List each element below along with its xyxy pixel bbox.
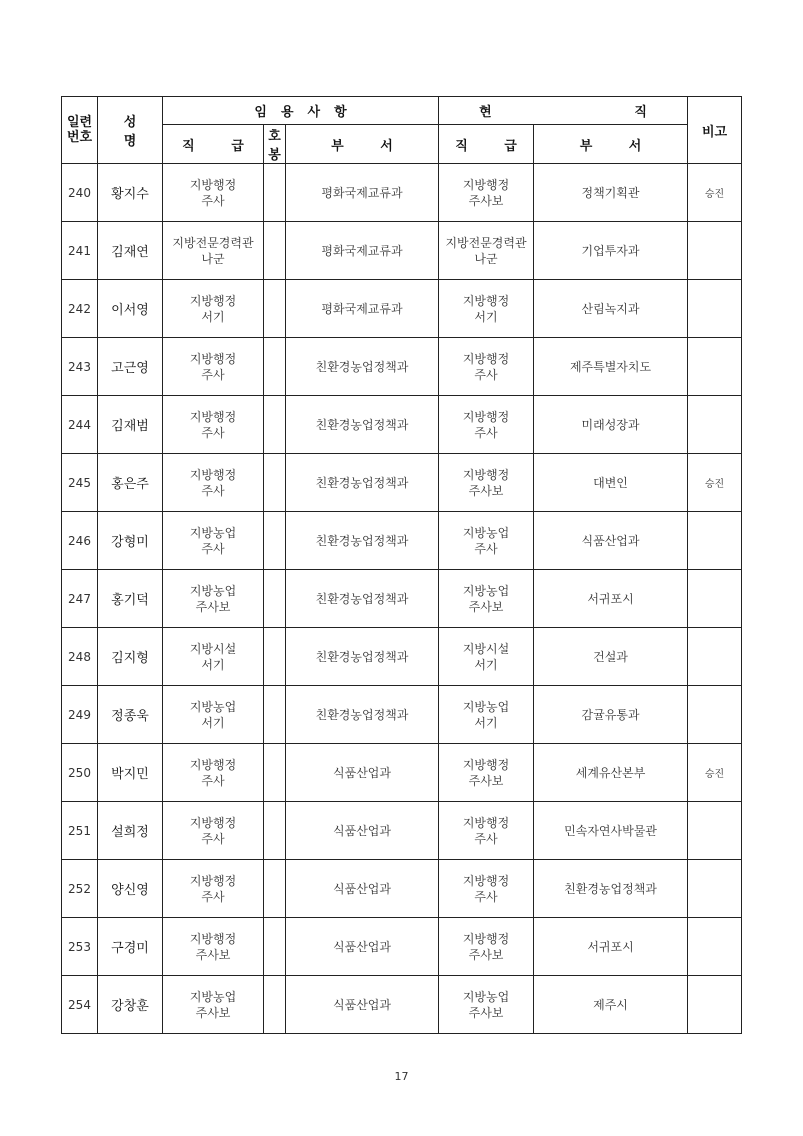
grade-cell-line1: 지방행정 — [189, 815, 237, 830]
step-cell — [264, 222, 286, 280]
name-cell: 구경미 — [98, 918, 163, 976]
grade-cell — [163, 164, 264, 222]
name-cell: 김재연 — [98, 222, 163, 280]
serial-header-line2: 번호 — [66, 130, 93, 145]
name-cell: 양신영 — [98, 860, 163, 918]
grade-cell-line1: 지방행정 — [189, 293, 237, 308]
grade-cell-line1: 지방행정 — [189, 467, 237, 482]
remarks-cell: 승진 — [688, 454, 742, 512]
remarks-cell — [688, 570, 742, 628]
current-grade-cell — [439, 396, 534, 454]
dept-cell: 식품산업과 — [286, 976, 439, 1034]
dept-cell: 식품산업과 — [286, 860, 439, 918]
table-row — [62, 802, 742, 860]
grade-cell — [163, 686, 264, 744]
grade-cell-line1: 지방행정 — [189, 351, 237, 366]
current-grade-cell-line1: 지방행정 — [462, 931, 510, 946]
remarks-cell — [688, 918, 742, 976]
dept-cell: 친환경농업정책과 — [286, 628, 439, 686]
step-cell — [264, 686, 286, 744]
grade-cell — [163, 512, 264, 570]
name-cell: 강형미 — [98, 512, 163, 570]
table-row — [62, 338, 742, 396]
dept-cell: 식품산업과 — [286, 744, 439, 802]
remarks-cell — [688, 976, 742, 1034]
grade-cell-line2: 주사 — [201, 483, 225, 498]
grade-cell-line2: 주사 — [201, 193, 225, 208]
dept-cell: 식품산업과 — [286, 802, 439, 860]
current-grade-cell-line2: 서기 — [474, 309, 498, 324]
dept-cell: 친환경농업정책과 — [286, 454, 439, 512]
step-cell — [264, 164, 286, 222]
table-row — [62, 280, 742, 338]
name-header: 성 명 — [98, 97, 163, 164]
grade-cell-line1: 지방행정 — [189, 757, 237, 772]
table-row — [62, 454, 742, 512]
current-dept-cell: 친환경농업정책과 — [534, 860, 688, 918]
current-dept-cell: 서귀포시 — [534, 570, 688, 628]
current-grade-cell-line2: 주사 — [474, 831, 498, 846]
remarks-cell: 승진 — [688, 744, 742, 802]
dept-cell: 친환경농업정책과 — [286, 570, 439, 628]
table-row — [62, 976, 742, 1034]
serial-cell: 242 — [62, 280, 98, 338]
name-cell: 정종욱 — [98, 686, 163, 744]
name-cell: 김지형 — [98, 628, 163, 686]
grade-cell-line1: 지방농업 — [189, 989, 237, 1004]
current-dept-cell: 제주시 — [534, 976, 688, 1034]
dept-cell: 평화국제교류과 — [286, 164, 439, 222]
grade-cell — [163, 918, 264, 976]
grade-cell — [163, 570, 264, 628]
current-dept-cell: 감귤유통과 — [534, 686, 688, 744]
step-cell — [264, 628, 286, 686]
serial-header — [62, 97, 98, 164]
serial-header-line1: 일련 — [66, 115, 93, 130]
current-dept-cell: 제주특별자치도 — [534, 338, 688, 396]
grade-cell — [163, 628, 264, 686]
current-dept-cell: 민속자연사박물관 — [534, 802, 688, 860]
name-cell: 황지수 — [98, 164, 163, 222]
step-cell — [264, 338, 286, 396]
serial-cell: 254 — [62, 976, 98, 1034]
current-grade-cell-line1: 지방행정 — [462, 873, 510, 888]
current-grade-cell-line2: 주사보 — [468, 193, 504, 208]
grade-cell-line2: 나군 — [201, 251, 225, 266]
current-dept-header: 부 서 — [534, 125, 688, 164]
current-grade-cell-line2: 주사 — [474, 541, 498, 556]
remarks-cell — [688, 628, 742, 686]
current-dept-cell: 식품산업과 — [534, 512, 688, 570]
grade-header: 직 급 — [163, 125, 264, 164]
table-row — [62, 744, 742, 802]
remarks-cell — [688, 512, 742, 570]
step-header: 호봉 — [264, 125, 286, 164]
current-dept-cell: 정책기획관 — [534, 164, 688, 222]
step-cell — [264, 454, 286, 512]
step-cell — [264, 918, 286, 976]
current-grade-cell-line1: 지방농업 — [462, 583, 510, 598]
current-grade-cell — [439, 338, 534, 396]
grade-cell-line1: 지방농업 — [189, 699, 237, 714]
name-cell: 김재범 — [98, 396, 163, 454]
current-grade-cell-line2: 서기 — [474, 657, 498, 672]
serial-cell: 250 — [62, 744, 98, 802]
dept-cell: 친환경농업정책과 — [286, 338, 439, 396]
dept-cell: 친환경농업정책과 — [286, 512, 439, 570]
current-grade-cell-line1: 지방행정 — [462, 409, 510, 424]
name-cell: 강창훈 — [98, 976, 163, 1034]
current-grade-cell-line1: 지방농업 — [462, 699, 510, 714]
remarks-header: 비고 — [688, 97, 742, 164]
grade-cell-line2: 주사 — [201, 425, 225, 440]
current-grade-header: 직 급 — [439, 125, 534, 164]
current-grade-cell — [439, 570, 534, 628]
serial-cell: 247 — [62, 570, 98, 628]
current-grade-cell-line2: 주사 — [474, 367, 498, 382]
remarks-cell — [688, 222, 742, 280]
current-grade-cell-line1: 지방농업 — [462, 525, 510, 540]
current-dept-cell: 산림녹지과 — [534, 280, 688, 338]
grade-cell — [163, 280, 264, 338]
table-row — [62, 860, 742, 918]
table-row — [62, 686, 742, 744]
serial-cell: 246 — [62, 512, 98, 570]
current-grade-cell — [439, 222, 534, 280]
name-cell: 박지민 — [98, 744, 163, 802]
step-cell — [264, 512, 286, 570]
grade-cell-line2: 주사 — [201, 541, 225, 556]
current-grade-cell-line2: 주사보 — [468, 947, 504, 962]
current-grade-cell-line1: 지방행정 — [462, 293, 510, 308]
table-row — [62, 918, 742, 976]
serial-cell: 243 — [62, 338, 98, 396]
grade-cell-line2: 서기 — [201, 309, 225, 324]
current-grade-cell-line1: 지방행정 — [462, 757, 510, 772]
current-grade-cell — [439, 280, 534, 338]
name-cell: 고근영 — [98, 338, 163, 396]
name-cell: 설희정 — [98, 802, 163, 860]
current-grade-cell — [439, 686, 534, 744]
table-row — [62, 512, 742, 570]
step-cell — [264, 396, 286, 454]
name-cell: 홍은주 — [98, 454, 163, 512]
current-grade-cell-line1: 지방전문경력관 — [445, 235, 527, 250]
current-grade-cell-line2: 주사보 — [468, 483, 504, 498]
grade-cell — [163, 976, 264, 1034]
current-grade-cell-line1: 지방행정 — [462, 351, 510, 366]
remarks-cell — [688, 860, 742, 918]
grade-cell-line1: 지방행정 — [189, 931, 237, 946]
step-cell — [264, 744, 286, 802]
current-grade-cell-line2: 주사보 — [468, 773, 504, 788]
current-dept-cell: 기업투자과 — [534, 222, 688, 280]
grade-cell — [163, 396, 264, 454]
current-dept-cell: 세계유산본부 — [534, 744, 688, 802]
table-row — [62, 222, 742, 280]
current-grade-cell — [439, 164, 534, 222]
current-grade-cell-line2: 주사 — [474, 425, 498, 440]
serial-cell: 240 — [62, 164, 98, 222]
current-dept-cell: 대변인 — [534, 454, 688, 512]
step-cell — [264, 976, 286, 1034]
current-grade-cell — [439, 628, 534, 686]
current-grade-cell-line2: 나군 — [474, 251, 498, 266]
table-header — [62, 97, 742, 164]
grade-cell — [163, 454, 264, 512]
current-grade-cell — [439, 918, 534, 976]
grade-cell-line1: 지방행정 — [189, 177, 237, 192]
current-grade-cell — [439, 976, 534, 1034]
current-grade-cell-line2: 주사보 — [468, 599, 504, 614]
current-grade-cell — [439, 454, 534, 512]
grade-cell-line2: 주사보 — [195, 947, 231, 962]
step-cell — [264, 570, 286, 628]
grade-cell-line1: 지방행정 — [189, 409, 237, 424]
current-header: 현 직 — [439, 97, 688, 125]
grade-cell-line2: 주사 — [201, 831, 225, 846]
dept-cell: 평화국제교류과 — [286, 222, 439, 280]
dept-cell: 식품산업과 — [286, 918, 439, 976]
table-row — [62, 396, 742, 454]
table-row — [62, 628, 742, 686]
dept-header: 부 서 — [286, 125, 439, 164]
current-grade-cell — [439, 512, 534, 570]
grade-cell-line1: 지방농업 — [189, 525, 237, 540]
appointment-header: 임용사항 — [163, 97, 439, 125]
current-grade-cell-line1: 지방시설 — [462, 641, 510, 656]
current-grade-cell — [439, 802, 534, 860]
serial-cell: 249 — [62, 686, 98, 744]
grade-cell-line1: 지방행정 — [189, 873, 237, 888]
dept-cell: 친환경농업정책과 — [286, 396, 439, 454]
current-dept-cell: 건설과 — [534, 628, 688, 686]
grade-cell — [163, 860, 264, 918]
current-grade-cell-line1: 지방행정 — [462, 177, 510, 192]
remarks-cell — [688, 686, 742, 744]
current-dept-cell: 미래성장과 — [534, 396, 688, 454]
remarks-cell: 승진 — [688, 164, 742, 222]
grade-cell-line1: 지방농업 — [189, 583, 237, 598]
remarks-cell — [688, 802, 742, 860]
grade-cell-line2: 주사보 — [195, 599, 231, 614]
current-grade-cell — [439, 744, 534, 802]
current-grade-cell-line2: 주사 — [474, 889, 498, 904]
serial-cell: 251 — [62, 802, 98, 860]
name-cell: 홍기덕 — [98, 570, 163, 628]
grade-cell-line2: 주사 — [201, 773, 225, 788]
grade-cell — [163, 222, 264, 280]
serial-cell: 241 — [62, 222, 98, 280]
grade-cell — [163, 744, 264, 802]
grade-cell-line1: 지방시설 — [189, 641, 237, 656]
current-grade-cell-line1: 지방행정 — [462, 815, 510, 830]
grade-cell-line2: 서기 — [201, 715, 225, 730]
grade-cell-line2: 주사보 — [195, 1005, 231, 1020]
table-row — [62, 164, 742, 222]
current-dept-cell: 서귀포시 — [534, 918, 688, 976]
step-cell — [264, 280, 286, 338]
step-cell — [264, 860, 286, 918]
current-grade-cell — [439, 860, 534, 918]
table-body — [62, 164, 742, 1034]
grade-cell-line1: 지방전문경력관 — [172, 235, 254, 250]
grade-cell-line2: 주사 — [201, 367, 225, 382]
remarks-cell — [688, 338, 742, 396]
dept-cell: 평화국제교류과 — [286, 280, 439, 338]
serial-cell: 253 — [62, 918, 98, 976]
remarks-cell — [688, 280, 742, 338]
grade-cell — [163, 802, 264, 860]
serial-cell: 244 — [62, 396, 98, 454]
grade-cell-line2: 서기 — [201, 657, 225, 672]
current-grade-cell-line2: 주사보 — [468, 1005, 504, 1020]
appointment-table — [61, 96, 742, 1034]
current-grade-cell-line1: 지방농업 — [462, 989, 510, 1004]
current-grade-cell-line2: 서기 — [474, 715, 498, 730]
serial-cell: 245 — [62, 454, 98, 512]
remarks-cell — [688, 396, 742, 454]
serial-cell: 252 — [62, 860, 98, 918]
grade-cell-line2: 주사 — [201, 889, 225, 904]
step-cell — [264, 802, 286, 860]
serial-cell: 248 — [62, 628, 98, 686]
grade-cell — [163, 338, 264, 396]
name-cell: 이서영 — [98, 280, 163, 338]
current-grade-cell-line1: 지방행정 — [462, 467, 510, 482]
table-row — [62, 570, 742, 628]
page-number: 17 — [394, 1070, 409, 1083]
dept-cell: 친환경농업정책과 — [286, 686, 439, 744]
